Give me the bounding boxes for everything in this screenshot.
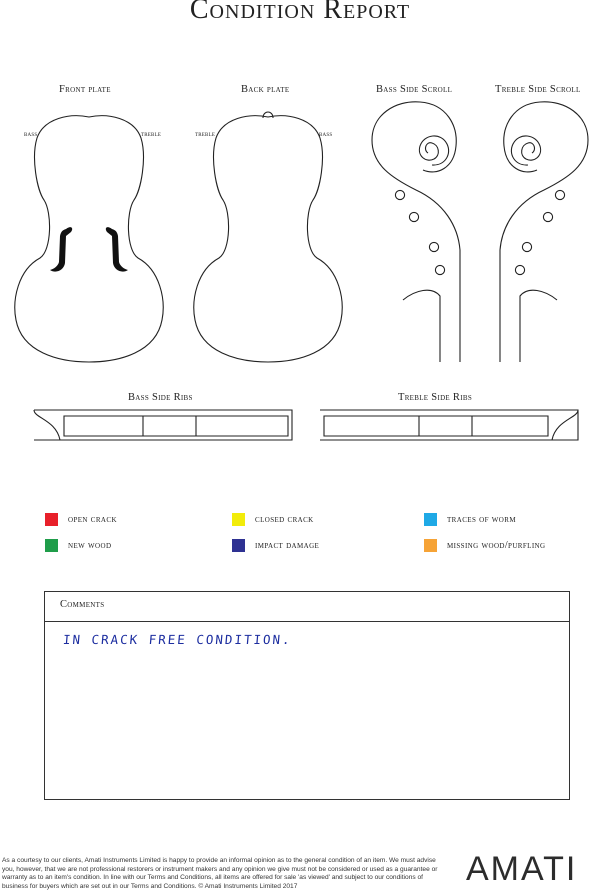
bass-scroll-outline [372,102,460,362]
green-swatch [45,539,58,552]
front-bass-label: bass [24,130,38,138]
blue-swatch [424,513,437,526]
front-treble-label: treble [141,130,162,138]
legend-item [232,539,319,552]
red-swatch [45,513,58,526]
legend-item [424,513,516,526]
legend-label: missing wood/purfling [447,540,546,551]
orange-swatch [424,539,437,552]
legend-item [424,539,545,552]
legend-label: closed crack [255,514,314,525]
disclaimer: As a courtesy to our clients, Amati Instruments Limited is happy to provide an informal opinion as to the general condition of an item. We must advise you, however, that we are not professional restorers or instrument makers and any opinion we give must not be considered or used as a guarantee or warranty as to an item's condition. In line with our Terms and Conditions, all items are offered for sale 'as viewed' and subject to our conditions of business for buyers which are set out in our Terms and Conditions. © Amati Instruments Limited 2017 [2,857,438,890]
back-plate-label: Back plate [241,84,290,95]
front-plate-outline [15,116,163,362]
comments-header [45,592,569,622]
treble-ribs-outline [320,410,578,440]
legend-label: new wood [68,540,112,551]
back-bass-label: bass [319,130,333,138]
comments-title: Comments [60,599,105,610]
treble-scroll-spiral [511,136,540,165]
page-title: Condition Report [189,0,411,25]
bass-scroll-spiral [419,136,448,165]
bass-scroll-label: Bass Side Scroll [376,84,453,95]
front-plate-label: Front plate [59,84,111,95]
bass-f-hole [50,227,72,271]
treble-f-hole [106,227,128,271]
legend-item [232,513,314,526]
legend-item [45,539,111,552]
bass-ribs-label: Bass Side Ribs [128,392,193,403]
legend-item [45,513,117,526]
yellow-swatch [232,513,245,526]
treble-ribs-label: Treble Side Ribs [398,392,473,403]
back-plate-outline [194,116,342,362]
treble-scroll-label: Treble Side Scroll [495,84,581,95]
treble-scroll-outline [500,102,588,362]
comments-box [44,591,570,800]
back-treble-label: treble [195,130,216,138]
legend-label: impact damage [255,540,320,551]
legend-label: traces of worm [447,514,516,525]
navy-swatch [232,539,245,552]
legend-label: open crack [68,514,117,525]
comments-text: IN CRACK FREE CONDITION. [62,632,293,647]
bass-ribs-outline [34,410,292,440]
amati-logo: AMATI [466,850,578,888]
